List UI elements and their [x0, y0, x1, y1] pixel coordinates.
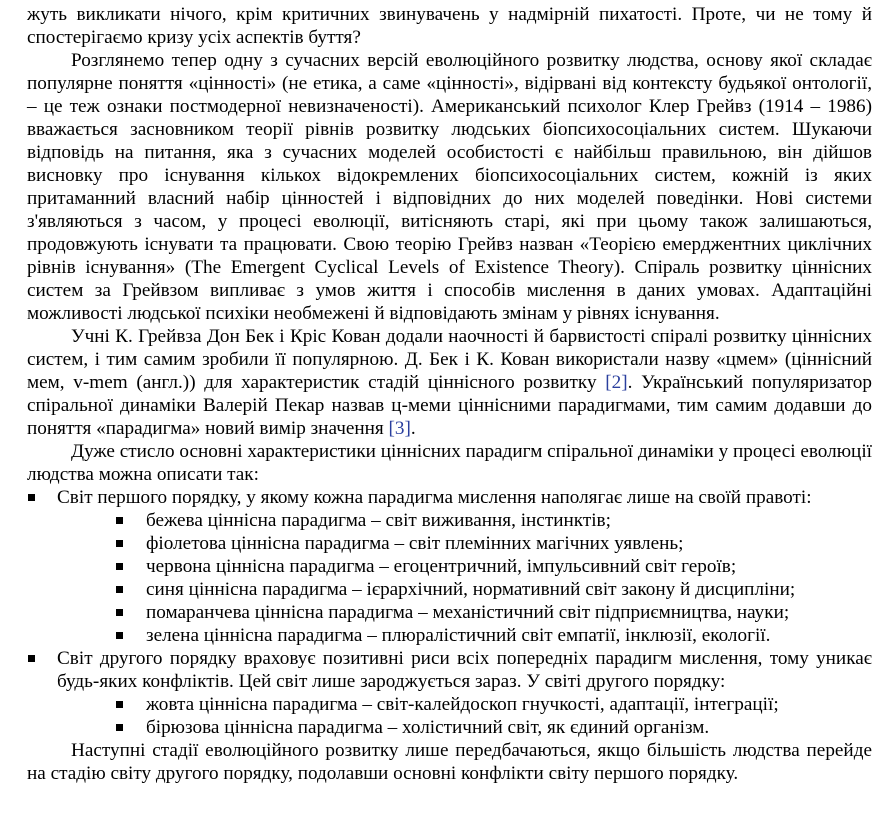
- reference-link[interactable]: [3]: [388, 418, 411, 439]
- square-bullet-icon: [116, 540, 123, 547]
- square-bullet-icon: [116, 632, 123, 639]
- square-bullet-icon: [116, 609, 123, 616]
- paragraph-graves-theory: Розглянемо тепер одну з сучасних версій еволюційного розвитку людства, основу якої складає популярне поняття «цінності» (не етика, а саме «цінності», відірвані від контексту будьякої онтології, – це теж ознаки постмодерної невизначеності). Американський психолог Клер Грейвз (1914 – 1986) вважається засновником теорії рівнів розвитку людських біопсихосоціальних систем. Шукаючи відповідь на питання, яка з сучасних моделей особистості є найбільш правильною, він дійшов висновку про існування кількох відокремлених біопсихосоціальних систем, кожній із яких притаманний власний набір цінностей і відповідних до них моделей поведінки. Нові системи з'являються з часом, у процесі еволюції, витісняють старі, які при цьому також залишаються, продовжують існувати та працювати. Свою теорію Грейвз назван «Теорією емерджентних циклічних рівнів існування» (The Emergent Cyclical Levels of Existence Theory). Спіраль розвитку ціннісних систем за Грейвзом випливає з умов життя і способів мислення в даних умовах. Адаптаційні можливості людської психіки необмежені й відповідають змінам у рівнях існування.: [27, 50, 872, 324]
- sublist-item: [27, 555, 872, 578]
- paragraph-closing: Наступні стадії еволюційного розвитку лише передбачаються, якщо більшість людства перейде на стадію світу другого порядку, подолавши основні конфлікти світу першого порядку.: [27, 740, 872, 784]
- sublist-item-text: зелена ціннісна парадигма – плюралістичний світ емпатії, інклюзії, екології.: [146, 625, 771, 646]
- sublist-item-text: жовта ціннісна парадигма – світ-калейдоскоп гнучкості, адаптації, інтеграції;: [146, 694, 779, 715]
- paragraph-continuation: жуть викликати нічого, крім критичних звинувачень у надмірній пихатості. Проте, чи не тому й спостерігаємо кризу усіх аспектів буття?: [27, 4, 872, 48]
- square-bullet-icon: [116, 517, 123, 524]
- reference-link[interactable]: [2]: [605, 372, 628, 393]
- sublist-item: [27, 693, 872, 716]
- sublist-item: [27, 716, 872, 739]
- list-item-second-order: [27, 647, 872, 693]
- paragraph-beck-cowan: [27, 325, 872, 440]
- square-bullet-icon: [28, 655, 35, 662]
- sublist-item: [27, 509, 872, 532]
- sublist-item-text: синя ціннісна парадигма – ієрархічний, нормативний світ закону й дисципліни;: [146, 579, 796, 600]
- list-item-text: Світ першого порядку, у якому кожна парадигма мислення наполягає лише на своїй правоті:: [57, 487, 812, 508]
- paragraph-text: . Український популяризатор спіральної динаміки Валерій Пекар назвав ц-меми ціннісними парадигмами, тим самим додавши до поняття «парадигма» новий вимір значення: [27, 372, 872, 439]
- paragraph-summary-intro: Дуже стисло основні характеристики ціннісних парадигм спіральної динаміки у процесі еволюції людства можна описати так:: [27, 441, 872, 485]
- square-bullet-icon: [116, 724, 123, 731]
- sublist-item-text: червона ціннісна парадигма – егоцентричний, імпульсивний світ героїв;: [146, 556, 737, 577]
- paragraph-text: Учні К. Грейвза Дон Бек і Кріс Кован додали наочності й барвистості спіралі розвитку ціннісних систем, і тим самим зробили її популярною. Д. Бек і К. Кован використали назву «цмем» (ціннісний мем, v-mem (англ.)) для характеристик стадій ціннісного розвитку: [27, 326, 872, 393]
- square-bullet-icon: [116, 586, 123, 593]
- list-item-first-order: [27, 486, 872, 509]
- sublist-item-text: бірюзова ціннісна парадигма – холістичний світ, як єдиний організм.: [146, 717, 710, 738]
- sublist-item-text: бежева ціннісна парадигма – світ виживання, інстинктів;: [146, 510, 611, 531]
- square-bullet-icon: [116, 563, 123, 570]
- list-item-text: Світ другого порядку враховує позитивні риси всіх попередніх парадигм мислення, тому уникає будь-яких конфліктів. Цей світ лише зароджується зараз. У світі другого порядку:: [57, 648, 872, 692]
- square-bullet-icon: [28, 494, 35, 501]
- sublist-item: [27, 601, 872, 624]
- sublist-item: [27, 532, 872, 555]
- square-bullet-icon: [116, 701, 123, 708]
- document-page: [27, 0, 872, 785]
- world-orders-list: [27, 486, 872, 739]
- sublist-item-text: фіолетова ціннісна парадигма – світ племінних магічних уявлень;: [146, 533, 684, 554]
- paragraph-text: .: [410, 418, 416, 439]
- sublist-item: [27, 578, 872, 601]
- sublist-item-text: помаранчева ціннісна парадигма – механістичний світ підприємництва, науки;: [146, 602, 790, 623]
- sublist-item: [27, 624, 872, 647]
